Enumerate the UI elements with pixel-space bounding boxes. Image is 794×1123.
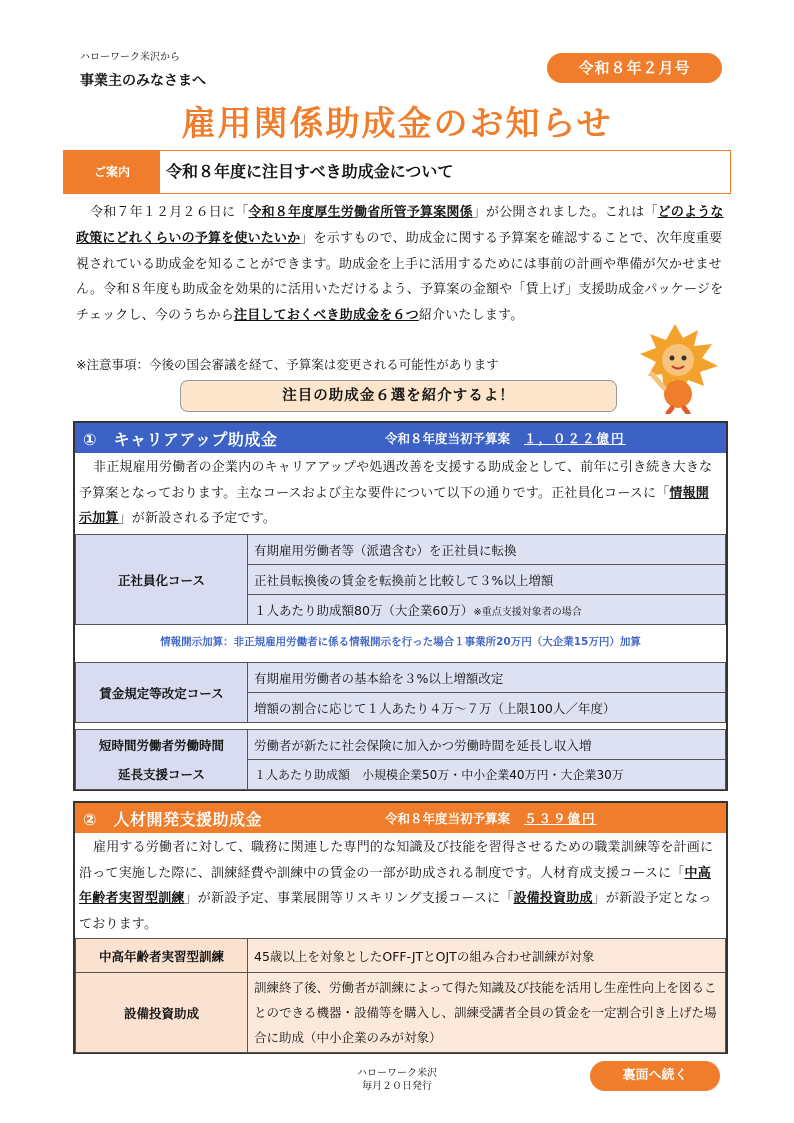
short-time-course-table [75,729,726,790]
desc-text-a: 雇用する労働者に対して、職務に関連した専門的な知識及び技能を習得させるための職業訓練等を計画に沿って実施した際に、訓練経費や訓練中の賃金の一部が助成される制度です。人材育成支援コースに「 [79,840,714,881]
notice-tag: ご案内 [64,151,160,193]
course-requirement: 増額の割合に応じて１人あたり４万～７万（上限100人／年度） [248,693,726,723]
notice-banner [63,150,731,194]
career-up-description [75,453,726,532]
recipient-label: 事業主のみなさまへ [80,73,206,89]
section-title: ① キャリアアップ助成金 [83,429,278,449]
desc-emphasis-1: 中高年齢者実習型訓練 [79,865,711,906]
intro-text-2: 」が公開されました。これは「 [472,205,658,220]
equipment-value: 訓練終了後、労働者が訓練によって得た知識及び技能を活用し生産性向上を図ることのできる機器・設備等を購入し、訓練受講者全員の賃金を一定割合引き上げた場合に助成（中小企業のみが対象） [248,973,726,1053]
mascot-character-icon [628,322,723,414]
career-up-header [75,423,726,453]
issue-badge: 令和８年２月号 [547,53,722,83]
career-up-section [73,421,728,791]
intro-paragraph [76,200,726,329]
sender-label: ハローワーク米沢から [80,52,180,63]
footer-office: ハローワーク米沢 [357,1068,437,1079]
budget-label: 令和８年度当初予算案 [385,811,511,826]
budget-value: １，０２２億円 [524,431,626,446]
desc-text-c: 」が新設予定となっております。 [79,891,712,932]
intro-emphasis-3: 注目しておくべき助成金を６つ [234,308,419,324]
desc-text-b: 」が新設予定、事業展開等リスキリング支援コースに「 [184,891,514,906]
course-requirement: 労働者が新たに社会保険に加入かつ労働時間を延長し収入増 [248,730,726,760]
continue-on-back-button[interactable]: 裏面へ続く [590,1061,720,1091]
course-requirement: 正社員転換後の賃金を転換前と比較して３%以上増額 [248,565,726,595]
jinzai-header [75,803,726,833]
desc-text-b: 」が新設される予定です。 [118,511,276,526]
intro-emphasis-1: 令和８年度厚生労働省所管予算案関係 [248,205,473,220]
intro-text-4: 紹介いたします。 [418,308,524,324]
intro-text-3: 」を示すもので、助成金に関する予算案を確認することで、次年度重要視されている助成金を知ることができます。助成金を上手に活用するためには事前の計画や準備が欠かせません。令和８年度も助成金を効果的に活用いただけるよう、予算案の金額や「賃上げ」支援助成金パッケージをチェックし、今のうちから [76,230,724,324]
training-value: 45歳以上を対象としたOFF-JTとOJTの組み合わせ訓練が対象 [248,939,726,973]
caution-note: ※注意事項：今後の国会審議を経て、予算案は変更される可能性があります [76,357,499,372]
wage-rule-course-table [75,662,726,723]
desc-emphasis: 情報開示加算 [79,485,709,526]
course-requirement: １人あたり助成額 小規模企業50万・中小企業40万円・大企業30万 [248,760,726,790]
course-label-line2: 延長支援コース [118,766,205,782]
jinzai-section [73,801,728,1054]
jinzai-table [75,938,726,1053]
course-requirement [248,595,726,625]
budget-label: 令和８年度当初予算案 [385,431,511,446]
budget-value: ５３９億円 [524,811,597,826]
intro-text-1: 令和７年１２月２６日に「 [90,205,249,220]
intro-emphasis-2: どのような政策にどれくらいの予算を使いたいか [76,205,724,246]
course-label: 賃金規定等改定コース [76,663,248,723]
course-label-line1: 短時間労働者労働時間 [98,737,224,753]
course-amount-note: ※重点支援対象者の場合 [473,606,582,618]
jinzai-description [75,833,726,937]
info-disclosure-bonus: 情報開示加算：非正規雇用労働者に係る情報開示を行った場合１事業所20万円（大企業15万円）加算 [160,636,641,648]
training-label: 中高年齢者実習型訓練 [76,939,248,973]
course-label [76,730,248,790]
footer-schedule: 毎月２０日発行 [362,1081,432,1092]
course-requirement: 有期雇用労働者の基本給を３%以上増額改定 [248,663,726,693]
course-requirement: 有期雇用労働者等（派遣含む）を正社員に転換 [248,535,726,565]
speech-bubble: 注目の助成金６選を紹介するよ！ [180,380,617,412]
section-title: ② 人材開発支援助成金 [83,809,263,829]
page-title: 雇用関係助成金のお知らせ [181,104,613,144]
notice-heading: 令和８年度に注目すべき助成金について [166,162,454,181]
seishain-course-table [75,534,726,625]
desc-text-a: 非正規雇用労働者の企業内のキャリアアップや処遇改善を支援する助成金として、前年に引き続き大きな予算案となっております。主なコースおよび主な要件について以下の通りです。正社員化コースに「 [79,460,713,501]
equipment-label: 設備投資助成 [76,973,248,1053]
course-amount: １人あたり助成額80万（大企業60万） [254,602,474,618]
desc-emphasis-2: 設備投資助成 [513,891,593,906]
course-label: 正社員化コース [76,535,248,625]
